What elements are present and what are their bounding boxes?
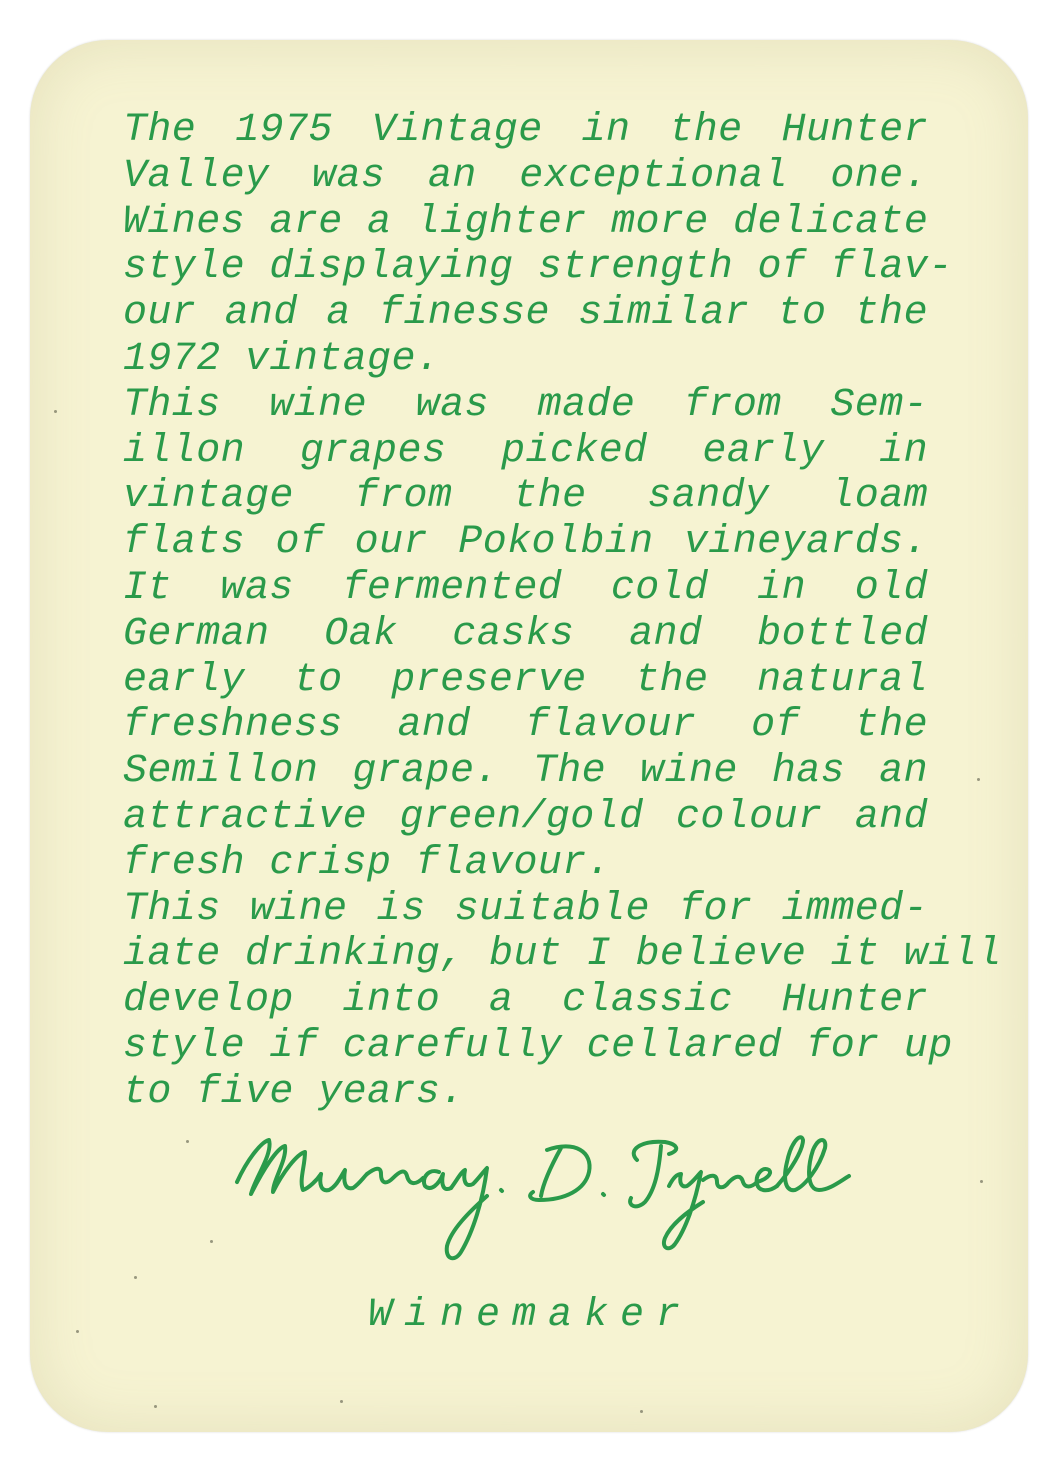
text-line: 1972 vintage. <box>123 336 441 382</box>
text-line: develop into a classic Hunter <box>123 978 928 1024</box>
text-line: early to preserve the natural <box>123 657 928 703</box>
text-line: fresh crisp flavour. <box>123 840 612 886</box>
paper-speck <box>54 410 57 413</box>
paper-speck <box>977 778 980 781</box>
label-body-text <box>123 108 1002 1116</box>
text-line: It was fermented cold in old <box>123 565 928 611</box>
text-line: This wine was made from Sem- <box>123 382 928 428</box>
text-line: our and a finesse similar to the <box>123 291 928 337</box>
paper-speck <box>340 1400 343 1403</box>
text-line: attractive green/gold colour and <box>123 794 928 840</box>
paper-speck <box>640 1410 643 1413</box>
paper-speck <box>154 1405 157 1408</box>
paper-speck <box>76 1330 79 1333</box>
paper-speck <box>210 1240 213 1243</box>
text-line: Valley was an exceptional one. <box>123 153 928 199</box>
winemaker-signature <box>225 1120 885 1270</box>
text-line: The 1975 Vintage in the Hunter <box>123 108 928 153</box>
text-line: vintage from the sandy loam <box>123 474 928 520</box>
text-line: flats of our Pokolbin vineyards. <box>123 520 928 566</box>
paper-speck <box>186 1140 189 1143</box>
text-line: style if carefully cellared for up <box>123 1023 953 1069</box>
text-line: freshness and flavour of the <box>123 703 928 749</box>
text-line: Wines are a lighter more delicate <box>123 199 929 245</box>
winemaker-title: Winemaker <box>367 1293 693 1338</box>
text-line: iate drinking, but I believe it will <box>123 932 1002 978</box>
text-line: Semillon grape. The wine has an <box>123 749 928 795</box>
text-line: style displaying strength of flav- <box>123 245 953 291</box>
paper-speck <box>980 1180 983 1183</box>
text-line: to five years. <box>123 1069 465 1115</box>
text-line: This wine is suitable for immed- <box>123 886 928 932</box>
text-line: illon grapes picked early in <box>123 428 928 474</box>
text-line: German Oak casks and bottled <box>123 611 928 657</box>
paper-speck <box>134 1276 137 1279</box>
